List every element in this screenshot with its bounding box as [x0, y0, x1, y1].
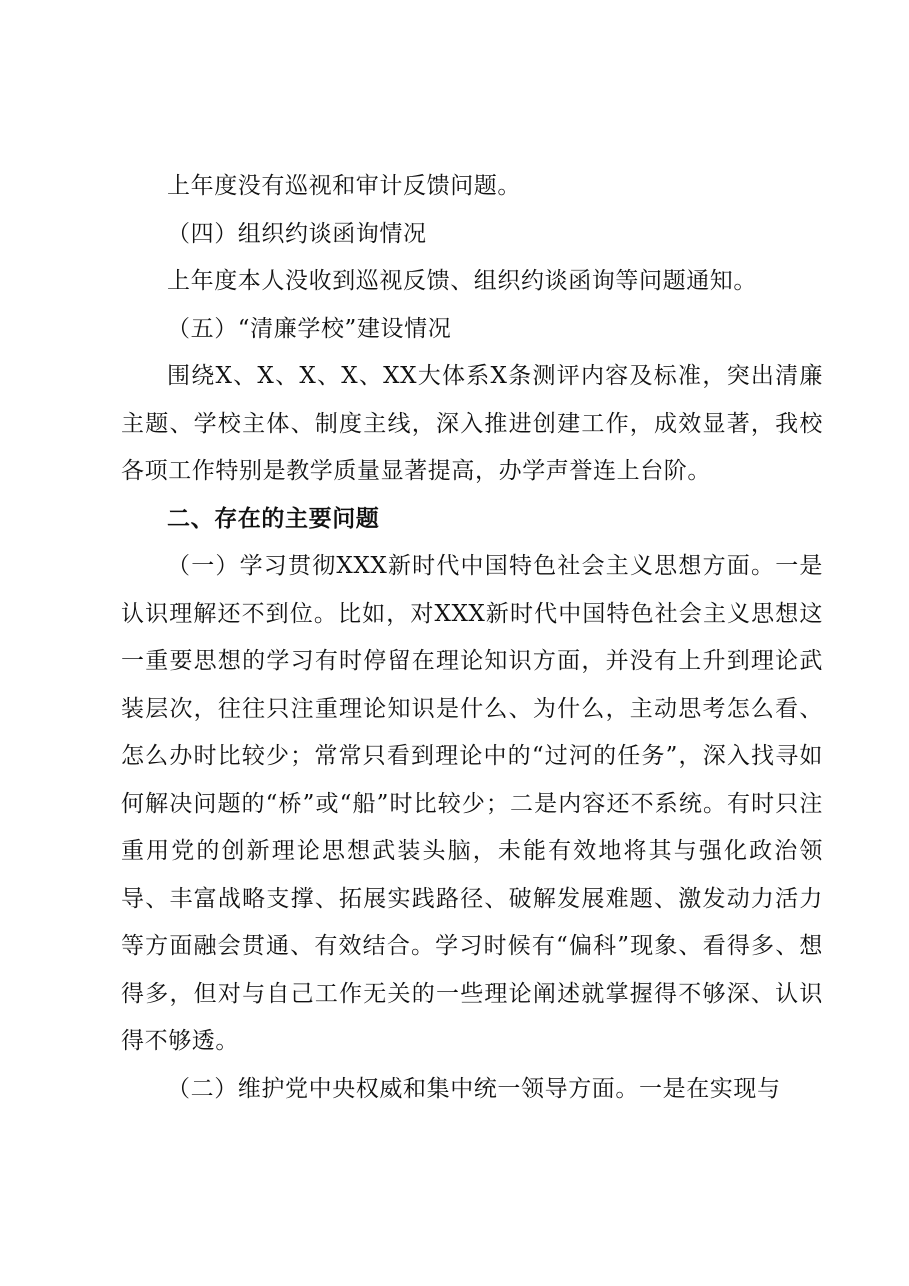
paragraph-central-authority: （二）维护党中央权威和集中统一领导方面。一是在实现与: [167, 1075, 781, 1102]
document-body: [121, 163, 823, 1113]
paragraph-audit-feedback: 上年度没有巡视和审计反馈问题。: [167, 173, 521, 199]
paragraph-clean-school: 围绕X、X、X、X、XX大体系X条测评内容及标准，突出清廉主题、学校主体、制度主线，深入推进创建工作，成效显著，我校各项工作特别是教学质量显著提高，办学声誉连上台阶。: [121, 363, 823, 484]
subheading-interview-inquiry: （四）组织约谈函询情况: [167, 220, 427, 247]
paragraph-study-thought: （一）学习贯彻XXX新时代中国特色社会主义思想方面。一是认识理解还不到位。比如，对XXX新时代中国特色社会主义思想这一重要思想的学习有时停留在理论知识方面，并没有上升到理论武装层次，往往只注重理论知识是什么、为什么，主动思考怎么看、怎么办时比较少；常常只看到理论中的“过河的任务”，深入找寻如何解决问题的“桥”或“船”时比较少；二是内容还不系统。有时只注重用党的创新理论思想武装头脑，未能有效地将其与强化政治领导、丰富战略支撑、拓展实践路径、破解发展难题、激发动力活力等方面融会贯通、有效结合。学习时候有“偏科”现象、看得多、想得多，但对与自己工作无关的一些理论阐述就掌握得不够深、认识得不够透。: [121, 553, 823, 1054]
subheading-clean-school: （五）“清廉学校”建设情况: [167, 315, 452, 342]
paragraph-inquiry-notice: 上年度本人没收到巡视反馈、组织约谈函询等问题通知。: [167, 268, 757, 294]
section-heading-main-problems: 二、存在的主要问题: [167, 505, 380, 532]
